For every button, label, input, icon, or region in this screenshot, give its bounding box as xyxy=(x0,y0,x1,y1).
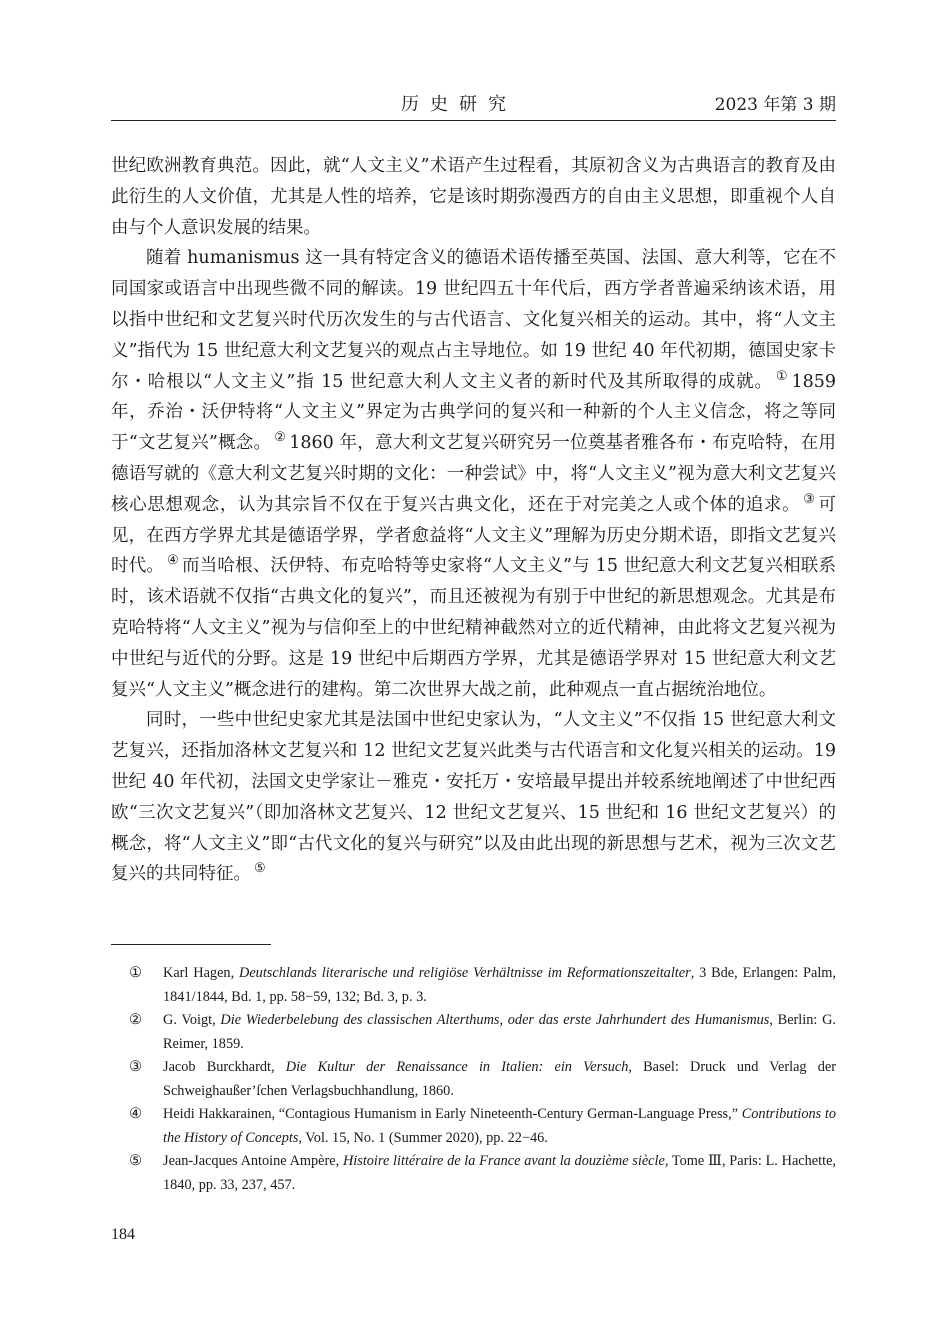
footnote-ref[interactable]: ③ xyxy=(803,491,816,507)
footnote-text: , Vol. 15, No. 1 (Summer 2020), pp. 22−46. xyxy=(298,1129,548,1146)
footnote-text: , Berlin: G. Reimer, 1859. xyxy=(163,1012,836,1052)
footnotes xyxy=(111,962,836,1197)
footnote-ref[interactable]: ② xyxy=(274,430,287,446)
body-paragraph xyxy=(111,151,836,243)
footnote xyxy=(111,1009,836,1056)
footnote-title: Deutschlands literarische und religiöse Verhältnisse im Reformationszeitalter xyxy=(239,965,691,981)
footnote xyxy=(111,1103,836,1150)
text-run: 随着 humanismus 这一具有特定含义的德语术语传播至英国、法国、意大利等，它在不同国家或语言中出现些微不同的解读。19 世纪四五十年代后，西方学者普遍采纳该术语，用以指中世纪和文艺复兴时代历次发生的与古代语言、文化复兴相关的运动。其中，将“人文主义”指代为 15 世纪意大利文艺复兴的观点占主导地位。如 19 世纪 40 年代初期，德国史家卡尔・哈根以“人文主义”指 15 世纪意大利人文主义者的新时代及其所取得的成就。 xyxy=(111,248,836,392)
running-header xyxy=(111,90,836,126)
text-run: 同时，一些中世纪史家尤其是法国中世纪史家认为，“人文主义”不仅指 15 世纪意大利文艺复兴，还指加洛林文艺复兴和 12 世纪文艺复兴此类与古代语言和文化复兴相关的运动。19 世纪 40 年代初，法国文史学家让－雅克・安托万・安培最早提出并较系统地阐述了中世纪西欧“三次文艺复兴”（即加洛林文艺复兴、12 世纪文艺复兴、15 世纪和 16 世纪文艺复兴）的概念，将“人文主义”即“古代文化的复兴与研究”以及由此出现的新思想与艺术，视为三次文艺复兴的共同特征。 xyxy=(111,710,836,885)
text-run: 世纪欧洲教育典范。因此，就“人文主义”术语产生过程看，其原初含义为古典语言的教育及由此衍生的人文价值，尤其是人性的培养，它是该时期弥漫西方的自由主义思想，即重视个人自由与个人意识发展的结果。 xyxy=(111,156,836,238)
footnote xyxy=(111,1056,836,1103)
footnote-text: , 3 Bde, Erlangen: Palm, 1841/1844, Bd. 1, pp. 58−59, 132; Bd. 3, p. 3. xyxy=(163,965,836,1005)
footnote-number: ⑤ xyxy=(129,1153,142,1169)
footnote-title: Die Kultur der Renaissance in Italien: ein Versuch xyxy=(285,1059,629,1075)
footnote-ref[interactable]: ⑤ xyxy=(254,861,266,877)
body-paragraph xyxy=(111,705,836,890)
footnote-text: Heidi Hakkarainen, “Contagious Humanism in Early Nineteenth-Century German-Language Press,” xyxy=(163,1106,742,1122)
body-paragraph xyxy=(111,243,836,705)
footnote xyxy=(111,1150,836,1197)
footnote-separator xyxy=(111,944,271,945)
footnote-number: ① xyxy=(129,965,142,981)
journal-title: 历史研究 xyxy=(401,94,517,115)
text-run: 1860 年，意大利文艺复兴研究另一位奠基者雅各布・布克哈特，在用德语写就的《意大利文艺复兴时期的文化：一种尝试》中，将“人文主义”视为意大利文艺复兴核心思想观念，认为其宗旨不仅在于复兴古典文化，还在于对完美之人或个体的追求。 xyxy=(111,433,836,515)
footnote-number: ③ xyxy=(129,1059,142,1075)
footnote-title: Contributions to the History of Concepts xyxy=(163,1106,836,1146)
footnote-text: Jean-Jacques Antoine Ampère, xyxy=(163,1153,343,1169)
footnote-ref[interactable]: ④ xyxy=(167,553,180,569)
footnote-text: Karl Hagen, xyxy=(163,965,240,981)
footnote-ref[interactable]: ① xyxy=(775,368,789,384)
footnote-text: , Basel: Druck und Verlag der Schweighaußer’ſchen Verlagsbuchhandlung, 1860. xyxy=(163,1059,836,1099)
footnote-title: Histoire littéraire de la France avant la douzième siècle, xyxy=(342,1153,669,1169)
footnote-text: G. Voigt, xyxy=(163,1012,221,1028)
header-rule xyxy=(111,120,836,121)
footnote-text: Jacob Burckhardt, xyxy=(163,1059,286,1075)
footnote-number: ④ xyxy=(129,1106,142,1122)
footnote xyxy=(111,962,836,1009)
page-number: 184 xyxy=(111,1226,135,1243)
footnote-number: ② xyxy=(129,1012,142,1028)
footnote-title: Die Wiederbelebung des classischen Alterthums, oder das erste Jahrhundert des Humanismus xyxy=(220,1012,770,1028)
text-run: 可见，在西方学界尤其是德语学界，学者愈益将“人文主义”理解为历史分期术语，即指文艺复兴时代。 xyxy=(111,494,837,577)
text-run: 而当哈根、沃伊特、布克哈特等史家将“人文主义”与 15 世纪意大利文艺复兴相联系时，该术语就不仅指“古典文化的复兴”，而且还被视为有别于中世纪的新思想观念。尤其是布克哈特将“人文主义”视为与信仰至上的中世纪精神截然对立的近代精神，由此将文艺复兴视为中世纪与近代的分野。这是 19 世纪中后期西方学界，尤其是德语学界对 15 世纪意大利文艺复兴“人文主义”概念进行的建构。第二次世界大战之前，此种观点一直占据统治地位。 xyxy=(111,556,837,700)
main-text xyxy=(111,151,836,890)
issue-label: 2023 年第 3 期 xyxy=(714,95,836,115)
footnote-text: Tome Ⅲ, Paris: L. Hachette, 1840, pp. 33, 237, 457. xyxy=(163,1153,836,1193)
text-run: 1859 年，乔治・沃伊特将“人文主义”界定为古典学问的复兴和一种新的个人主义信念，将之等同于“文艺复兴”概念。 xyxy=(111,371,836,454)
